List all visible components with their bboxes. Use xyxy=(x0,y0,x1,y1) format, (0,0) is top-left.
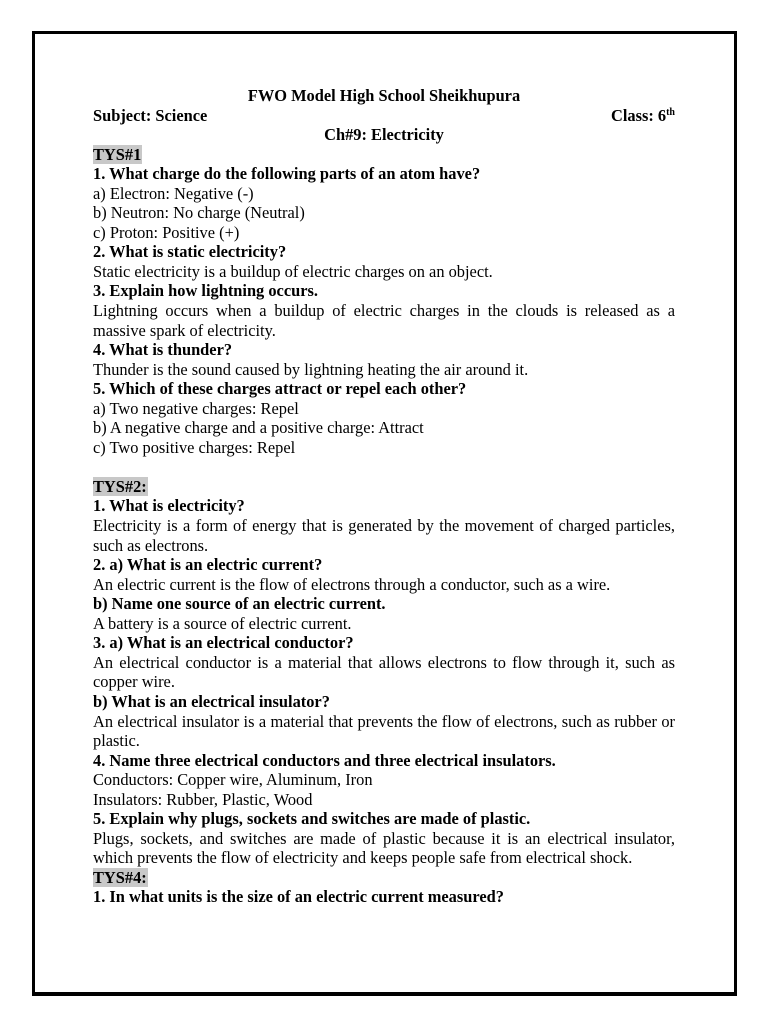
tys4-section xyxy=(93,868,675,888)
tys4-heading: TYS#4: xyxy=(93,867,147,887)
tys1-a2: Static electricity is a buildup of electric charges on an object. xyxy=(93,261,493,281)
tys2-q3b: b) What is an electrical insulator? xyxy=(93,691,330,711)
school-title: FWO Model High School Sheikhupura xyxy=(247,86,521,105)
tys2-a5: Plugs, sockets, and switches are made of plastic because it is an electrical insulator, which prevents the flow of electricity and keeps people safe from electrical shock. xyxy=(93,828,675,868)
tys1-q2: 2. What is static electricity? xyxy=(93,242,287,262)
tys1-q4: 4. What is thunder? xyxy=(93,340,233,360)
tys2-a3b: An electrical insulator is a material that prevents the flow of electrons, such as rubber or plastic. xyxy=(93,711,675,751)
tys1-q5b: b) A negative charge and a positive charge: Attract xyxy=(93,418,424,438)
tys4-q1: 1. In what units is the size of an electric current measured? xyxy=(93,887,504,907)
class-value: Class: 6 xyxy=(610,105,667,125)
tys1-q5a: a) Two negative charges: Repel xyxy=(93,398,299,418)
section-spacer xyxy=(93,457,675,477)
tys2-a4-insulators: Insulators: Rubber, Plastic, Wood xyxy=(93,789,313,809)
tys2-a2b: A battery is a source of electric current. xyxy=(93,613,352,633)
tys1-section xyxy=(93,145,675,165)
tys1-q1a: a) Electron: Negative (-) xyxy=(93,183,254,203)
tys2-q2b: b) Name one source of an electric current. xyxy=(93,594,386,614)
tys1-q5c: c) Two positive charges: Repel xyxy=(93,437,296,457)
tys1-q5: 5. Which of these charges attract or repel each other? xyxy=(93,379,467,399)
tys2-q5: 5. Explain why plugs, sockets and switches are made of plastic. xyxy=(93,809,531,829)
tys2-section xyxy=(93,477,675,497)
tys2-a4-conductors: Conductors: Copper wire, Aluminum, Iron xyxy=(93,770,373,790)
subject-label: Subject: Science xyxy=(93,105,208,125)
class-suffix: th xyxy=(666,106,675,118)
tys1-a3: Lightning occurs when a buildup of electric charges in the clouds is released as a massive spark of electricity. xyxy=(93,301,675,340)
tys2-q2a: 2. a) What is an electric current? xyxy=(93,555,323,575)
tys2-heading: TYS#2: xyxy=(93,476,147,496)
chapter-title: Ch#9: Electricity xyxy=(324,125,444,145)
tys2-a2a: An electric current is the flow of electrons through a conductor, such as a wire. xyxy=(93,574,611,594)
tys2-a1: Electricity is a form of energy that is generated by the movement of charged particles, such as electrons. xyxy=(93,516,675,555)
tys1-q1c: c) Proton: Positive (+) xyxy=(93,222,240,242)
tys2-a3a: An electrical conductor is a material that allows electrons to flow through it, such as copper wire. xyxy=(93,652,675,692)
class-label xyxy=(611,106,675,126)
tys1-heading: TYS#1 xyxy=(93,144,142,164)
subject-class-row xyxy=(93,106,675,126)
tys1-q1: 1. What charge do the following parts of an atom have? xyxy=(93,164,481,184)
tys2-q4: 4. Name three electrical conductors and three electrical insulators. xyxy=(93,750,556,770)
tys1-q1b: b) Neutron: No charge (Neutral) xyxy=(93,203,305,223)
tys2-q1: 1. What is electricity? xyxy=(93,496,245,516)
worksheet-content xyxy=(93,86,675,907)
tys2-q3a: 3. a) What is an electrical conductor? xyxy=(93,633,354,653)
tys1-q3: 3. Explain how lightning occurs. xyxy=(93,281,318,301)
tys1-a4: Thunder is the sound caused by lightning heating the air around it. xyxy=(93,359,529,379)
